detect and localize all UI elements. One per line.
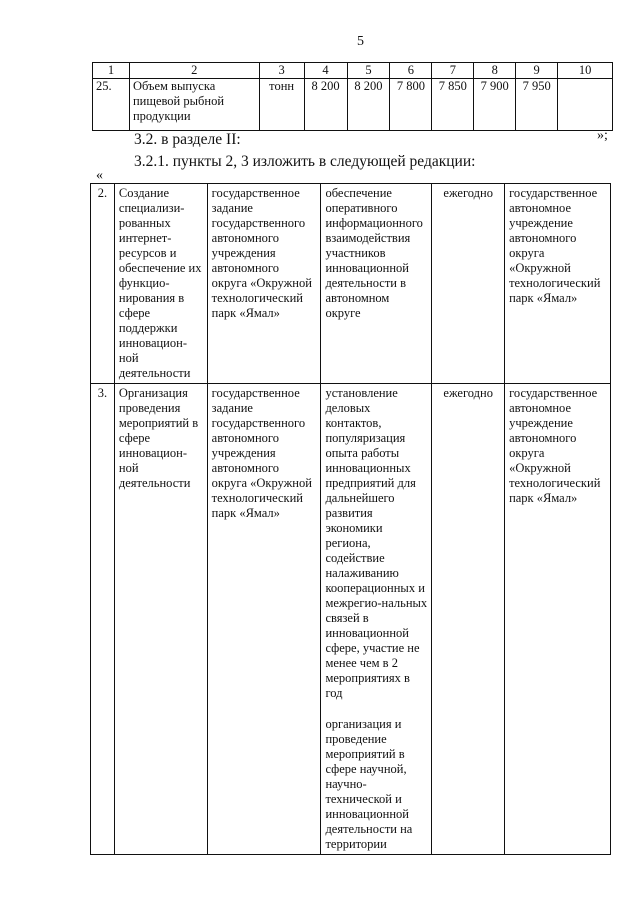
paragraph-items: 3.2.1. пункты 2, 3 изложить в следующей редакции: bbox=[134, 153, 476, 170]
period-cell: ежегодно bbox=[432, 184, 505, 384]
row-number: 25. bbox=[93, 79, 130, 131]
result-text-second: организация и проведение мероприятий в сфере научной, научно-технической и инновационной деятельности на территории bbox=[325, 717, 413, 851]
value-cell: 7 900 bbox=[474, 79, 516, 131]
period-cell: ежегодно bbox=[432, 384, 505, 855]
table-row bbox=[91, 184, 611, 384]
header-cell: 8 bbox=[474, 63, 516, 79]
table-row bbox=[91, 384, 611, 855]
executor-cell: государственное автономное учреждение автономного округа «Окружной технологический парк «Ямал» bbox=[505, 384, 611, 855]
value-cell: 8 200 bbox=[347, 79, 390, 131]
result-text: установление деловых контактов, популяризация опыта работы инновационных предприятий для дальнейшего развития экономики региона, содействие налаживанию кооперационных и межрегио-нальных связей в инновационной сфере, участие не менее чем в 2 мероприятиях в год bbox=[325, 386, 428, 700]
header-cell: 3 bbox=[259, 63, 304, 79]
header-cell: 1 bbox=[93, 63, 130, 79]
header-cell: 4 bbox=[304, 63, 347, 79]
task-cell: государственное задание государственного автономного учреждения автономного округа «Окружной технологический парк «Ямал» bbox=[207, 184, 321, 384]
paragraph-section: 3.2. в разделе II: bbox=[134, 131, 241, 148]
header-cell: 9 bbox=[516, 63, 558, 79]
activity-cell: Организация проведения мероприятий в сфере инновацион-ной деятельности bbox=[114, 384, 207, 855]
value-cell: 7 950 bbox=[516, 79, 558, 131]
page-number: 5 bbox=[357, 34, 364, 49]
unit-cell: тонн bbox=[259, 79, 304, 131]
header-cell: 10 bbox=[558, 63, 613, 79]
value-cell: 8 200 bbox=[304, 79, 347, 131]
row-number: 3. bbox=[91, 384, 115, 855]
task-cell: государственное задание государственного автономного учреждения автономного округа «Окружной технологический парк «Ямал» bbox=[207, 384, 321, 855]
measures-table bbox=[90, 183, 611, 855]
closing-quote: »; bbox=[597, 128, 608, 143]
result-cell: обеспечение оперативного информационного взаимодействия участников инновационной деятельности в автономном округе bbox=[321, 184, 432, 384]
row-number: 2. bbox=[91, 184, 115, 384]
opening-quote: « bbox=[96, 168, 103, 183]
table-header-row bbox=[93, 63, 613, 79]
value-cell bbox=[558, 79, 613, 131]
value-cell: 7 800 bbox=[390, 79, 432, 131]
value-cell: 7 850 bbox=[432, 79, 474, 131]
table-row bbox=[93, 79, 613, 131]
header-cell: 7 bbox=[432, 63, 474, 79]
header-cell: 2 bbox=[129, 63, 259, 79]
indicator-table bbox=[92, 62, 613, 131]
executor-cell: государственное автономное учреждение автономного округа «Окружной технологический парк «Ямал» bbox=[505, 184, 611, 384]
header-cell: 5 bbox=[347, 63, 390, 79]
result-cell bbox=[321, 384, 432, 855]
activity-cell: Создание специализи-рованных интернет-ресурсов и обеспечение их функцио-нирования в сфере поддержки инновацион-ной деятельности bbox=[114, 184, 207, 384]
header-cell: 6 bbox=[390, 63, 432, 79]
indicator-name: Объем выпуска пищевой рыбной продукции bbox=[129, 79, 259, 131]
